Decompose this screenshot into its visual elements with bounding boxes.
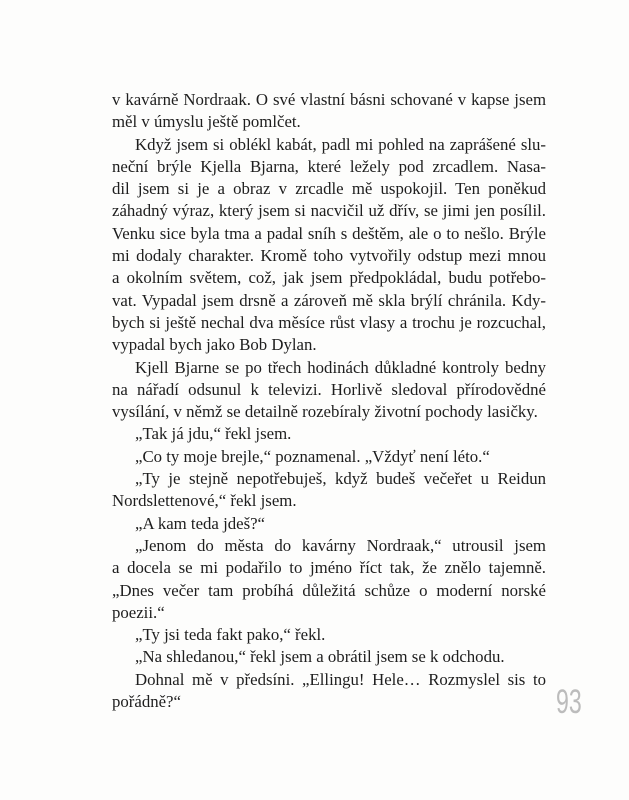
page-text-block [112,89,546,713]
text-line: „Na shledanou,“ řekl jsem a obrátil jsem se k odchodu. [135,647,505,667]
text-line: a docela se mi podařilo to jméno říct tak, že znělo tajemně. [112,558,546,578]
text-line: „Jenom do města do kavárny Nordraak,“ utrousil jsem [135,535,546,555]
text-line: „Co ty moje brejle,“ poznamenal. „Vždyť není léto.“ [135,446,490,466]
text-line: a okolním světem, což, jak jsem předpokládal, budu potřebo- [112,268,546,288]
text-line: bych si ještě nechal dva měsíce růst vlasy a trochu je rozcuchal, [112,312,546,332]
text-line: poezii.“ [112,602,165,622]
text-line: vysílání, v němž se detailně rozebíraly životní pochody lasičky. [112,402,538,422]
text-line: dil jsem si je a obraz v zrcadle mě uspokojil. Ten poněkud [112,179,546,199]
text-line: Dohnal mě v předsíni. „Ellingu! Hele… Rozmyslel sis to [135,669,546,689]
text-line: měl v úmyslu ještě pomlčet. [112,112,301,132]
text-line: vypadal bych jako Bob Dylan. [112,335,317,355]
text-line: v kavárně Nordraak. O své vlastní básni schované v kapse jsem [112,90,546,109]
text-line: „Tak já jdu,“ řekl jsem. [135,424,292,444]
text-line: na nářadí odsunul k televizi. Horlivě sledoval přírodovědné [112,379,546,399]
text-line: záhadný výraz, který jsem si nacvičil už dřív, se jimi jen posílil. [112,201,546,221]
text-line: neční brýle Kjella Bjarna, které ležely pod zrcadlem. Nasa- [112,156,546,176]
text-line: Kjell Bjarne se po třech hodinách důkladné kontroly bedny [135,357,546,377]
text-line: „Ty jsi teda fakt pako,“ řekl. [135,625,326,645]
text-line: Nordslettenové,“ řekl jsem. [112,491,297,511]
text-line: Když jsem si oblékl kabát, padl mi pohled na zaprášené slu- [135,134,546,154]
text-line: vat. Vypadal jsem drsně a zároveň mě skla brýlí chránila. Kdy- [112,290,546,310]
text-line: Venku sice byla tma a padal sníh s deštěm, ale o to nešlo. Brýle [112,223,546,243]
page-number: 93 [556,683,582,721]
text-line: mi dodaly charakter. Kromě toho vytvořily odstup mezi mnou [112,246,546,266]
text-line: „A kam teda jdeš?“ [135,513,265,533]
text-line: „Dnes večer tam probíhá důležitá schůze o moderní norské [112,580,546,600]
text-line: „Ty je stejně nepotřebuješ, když budeš večeřet u Reidun [135,469,546,489]
text-line: pořádně?“ [112,692,181,712]
